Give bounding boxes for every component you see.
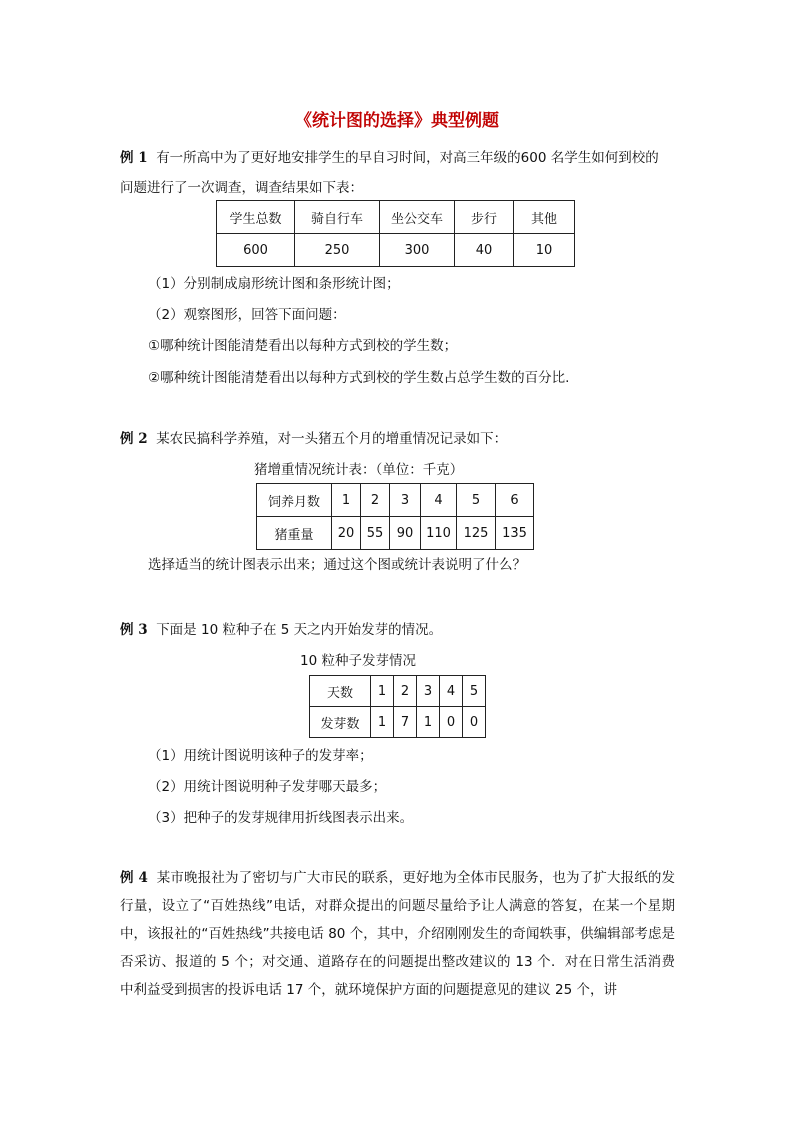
example-1-text: 有一所高中为了更好地安排学生的早自习时间，对高三年级的600 名学生如何到校的 <box>156 150 659 166</box>
example-1-label: 例 1 <box>120 150 148 166</box>
example-4-paragraph <box>120 864 675 1004</box>
table-header-cell: 步行 <box>455 201 514 234</box>
table-row <box>257 484 534 517</box>
table-header-cell: 学生总数 <box>217 201 295 234</box>
example-2-line-1 <box>120 427 507 447</box>
table-cell: 7 <box>394 707 417 738</box>
table-cell: 125 <box>457 517 496 550</box>
seed-germination-table <box>309 675 486 738</box>
table-row-label: 饲养月数 <box>257 484 332 517</box>
table-cell: 20 <box>332 517 361 550</box>
example-1-line-1 <box>120 146 659 166</box>
table-cell: 3 <box>417 676 440 707</box>
table-cell: 3 <box>390 484 421 517</box>
table-cell: 5 <box>463 676 486 707</box>
table-cell: 5 <box>457 484 496 517</box>
example-4-label: 例 4 <box>120 870 148 886</box>
table-cell: 1 <box>371 676 394 707</box>
table-cell: 600 <box>217 234 295 267</box>
table-row <box>310 707 486 738</box>
table-cell: 1 <box>417 707 440 738</box>
table-cell: 4 <box>440 676 463 707</box>
commute-table <box>216 200 575 267</box>
example-3-question-3: （3）把种子的发芽规律用折线图表示出来。 <box>148 810 414 826</box>
table-row-label: 天数 <box>310 676 371 707</box>
example-1-question-2: （2）观察图形，回答下面问题： <box>148 307 346 323</box>
example-2-label: 例 2 <box>120 431 148 447</box>
table-cell: 1 <box>332 484 361 517</box>
example-4-text: 某市晚报社为了密切与广大市民的联系，更好地为全体市民服务，也为了扩大报纸的发行量，设立了“百姓热线”电话，对群众提出的问题尽量给予让人满意的答复，在某一个星期中，该报社的“百姓热线”共接电话 80 个，其中，介绍刚刚发生的奇闻轶事，供编辑部考虑是否采访、报道的 5 个；对交通、道路存在的问题提出整改建议的 13 个．对在日常生活消费中利益受到损害的投诉电话 17 个，就环境保护方面的问题提意见的建议 25 个，讲 <box>120 870 676 998</box>
example-2-question-1: 选择适当的统计图表示出来；通过这个图或统计表说明了什么？ <box>148 557 526 573</box>
table-cell: 1 <box>371 707 394 738</box>
table-cell: 55 <box>361 517 390 550</box>
table-cell: 6 <box>496 484 534 517</box>
page-title: 《统计图的选择》典型例题 <box>295 111 499 131</box>
table-row <box>257 517 534 550</box>
table-cell: 2 <box>394 676 417 707</box>
example-3-question-2: （2）用统计图说明种子发芽哪天最多； <box>148 779 387 795</box>
table-cell: 2 <box>361 484 390 517</box>
table-cell: 90 <box>390 517 421 550</box>
table-cell: 110 <box>421 517 457 550</box>
example-1-question-3: ①哪种统计图能清楚看出以每种方式到校的学生数； <box>148 338 458 354</box>
table-row-label: 发芽数 <box>310 707 371 738</box>
table-cell: 135 <box>496 517 534 550</box>
example-1-question-1: （1）分别制成扇形统计图和条形统计图； <box>148 276 400 292</box>
example-1-question-4: ②哪种统计图能清楚看出以每种方式到校的学生数占总学生数的百分比. <box>148 370 570 386</box>
pig-weight-table <box>256 483 534 550</box>
table-cell: 0 <box>463 707 486 738</box>
table-header-row <box>217 201 575 234</box>
table-header-cell: 坐公交车 <box>380 201 455 234</box>
example-1-line-2: 问题进行了一次调查，调查结果如下表： <box>120 180 363 196</box>
example-2-text: 某农民搞科学养殖，对一头猪五个月的增重情况记录如下： <box>156 431 508 447</box>
example-3-question-1: （1）用统计图说明该种子的发芽率； <box>148 748 373 764</box>
table-header-cell: 其他 <box>514 201 575 234</box>
table-cell: 0 <box>440 707 463 738</box>
example-3-line-1 <box>120 618 442 638</box>
table-row <box>217 234 575 267</box>
example-3-table-caption: 10 粒种子发芽情况 <box>300 653 416 669</box>
table-cell: 300 <box>380 234 455 267</box>
table-header-cell: 骑自行车 <box>295 201 380 234</box>
table-cell: 250 <box>295 234 380 267</box>
example-3-label: 例 3 <box>120 622 148 638</box>
example-3-text: 下面是 10 粒种子在 5 天之内开始发芽的情况。 <box>156 622 443 638</box>
table-row <box>310 676 486 707</box>
table-cell: 40 <box>455 234 514 267</box>
example-2-table-caption: 猪增重情况统计表：（单位：千克） <box>254 462 464 478</box>
table-cell: 4 <box>421 484 457 517</box>
table-row-label: 猪重量 <box>257 517 332 550</box>
table-cell: 10 <box>514 234 575 267</box>
